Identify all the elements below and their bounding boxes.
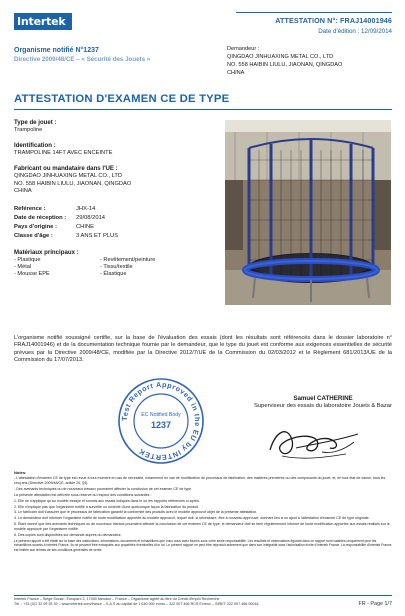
- material-item: - Tissu/textile: [100, 264, 133, 271]
- stamp-center-number: 1237: [150, 420, 172, 430]
- stamp-center-label: EC Notified Body: [141, 412, 181, 418]
- trampoline-photo-illustration: [225, 120, 391, 305]
- note-item: La présente attestation est délivrée sous réserve du respect des conditions suivantes :: [14, 493, 152, 497]
- note-item: 6. Des copies sont disponibles sur demande auprès du demandeur.: [14, 532, 122, 537]
- notes-section: [14, 470, 392, 553]
- notified-body-title: Organisme notifié N°1237: [14, 47, 99, 54]
- note-item: 1. Elle ne s'applique qu'au modèle essayé et soumis aux essais indiqués dans le ou les rapports référencés ci-après.: [14, 498, 200, 503]
- material-item: - Plastique: [14, 257, 41, 264]
- product-photo: [225, 120, 391, 305]
- reference-value: JHX-14: [76, 206, 96, 213]
- document-title: ATTESTATION D'EXAMEN CE DE TYPE: [14, 93, 230, 105]
- certification-paragraph: L'organisme notifié soussigné certifie, sur la base de l'évaluation des essais (dont les résultats sont référencés dans le dossier laboratoire n° FRAJ14001946) et de la documentation technique fournie par le demandeur, que le type du jouet est conforme aux exigences essentielles de sécurité prévues par la Directive 2009/48/CE, modifiée par la Directive 2012/7/UE de la Commission du 02/03/2012 et le Règlement 681/2013/UE de la Commission du 17/07/2013.: [14, 335, 392, 364]
- directive-subtitle: Directive 2009/48/CE – « Sécurité des Jouets »: [14, 56, 151, 63]
- reception-value: 29/08/2014: [76, 215, 106, 222]
- footer-line: Intertek France – Siège Social : Europarc 2, 17400 Meudon – France – Organisme agréé au titre du Crédit d'Impôt Recherche: [14, 597, 220, 601]
- stamp-ring-text: Test Report Approved in the EU by INTERTEK: [119, 379, 203, 463]
- origin-value: CHINE: [76, 224, 95, 231]
- reception-label: Date de réception :: [14, 215, 67, 222]
- reference-table: [14, 205, 212, 241]
- edition-date: Date d'édition : 12/09/2014: [318, 28, 392, 35]
- identification-label: Identification :: [14, 142, 56, 150]
- identification-block: [14, 142, 212, 157]
- materials-list: [14, 257, 212, 278]
- reference-row: [14, 205, 212, 214]
- manufacturer-line: QINGDAO JINHUAXING METAL CO., LTD: [14, 173, 122, 180]
- legal-disclaimer: Le présent rapport a été établi sur la base des instructions, informations, documents et échantillons que vous nous avez fournis sous votre seule responsabilité. Les résultats et observations figurant dans ce rapport sont valables uniquement pour les échantillons soumis à Intertek France. Ils ne peuvent être extrapolés aux propriétés éventuelles d'un lot. Le présent rapport ne peut être reproduit autrement que dans son intégralité sans l'autorisation écrite d'Intertek France. La responsabilité d'Intertek France est limitée aux termes de ses conditions générales de vente.: [14, 538, 392, 552]
- toy-type-block: [14, 119, 212, 134]
- toy-details: [14, 119, 212, 286]
- note-item: 3. Le fabricant doit s'assurer que le processus de fabrication garantit la conformité des produits avec le modèle approuvé objet de la présente attestation.: [14, 510, 258, 515]
- reception-row: [14, 214, 212, 223]
- applicant-line: NO. 558 HAIBIN LIULU, JIAONAN, QINGDAO: [227, 62, 343, 68]
- signatory-role: Superviseur des essais du laboratoire Jouets & Bazar: [254, 403, 392, 409]
- manufacturer-block: [14, 165, 212, 195]
- note-item: 5. Étant donné que des avenants techniques ou de nouveaux travaux pourraient affecter la conclusion de cet examen CE de type, le demandeur doit se tenir régulièrement informé de toute modification apportée aux essais réalisés sur le modèle approuvé par l'organisme notifié.: [14, 521, 390, 532]
- notified-body-stamp: [116, 376, 206, 466]
- title-divider: [14, 109, 392, 110]
- toy-type-label: Type de jouet :: [14, 119, 57, 126]
- materials-label: Matériaux principaux :: [14, 249, 79, 257]
- manufacturer-line: CHINA: [14, 187, 32, 194]
- attestation-number: ATTESTATION N°: FRAJ14001946: [275, 16, 392, 25]
- age-label: Classe d'âge :: [14, 233, 53, 240]
- identification-value: TRAMPOLINE 14FT AVEC ENCEINTE: [14, 150, 113, 157]
- origin-row: [14, 223, 212, 232]
- applicant-line: QINGDAO JINHUAXING METAL CO., LTD: [227, 54, 334, 60]
- material-item: - Métal: [14, 264, 32, 271]
- applicant-block: [227, 45, 397, 77]
- applicant-line: CHINA: [227, 70, 245, 76]
- age-row: [14, 232, 212, 241]
- page-number: FR - Page 1/7: [358, 601, 392, 607]
- note-item: - Des avenants techniques ou de nouveaux travaux pourraient affecter la conclusion de cet examen CE de type.: [14, 487, 193, 492]
- material-item: - Mousse EPE: [14, 271, 50, 278]
- notified-body-info: [14, 47, 204, 63]
- note-item: 2. Elle n'implique pas que l'organisme notifié a surveillé ou contrôlé d'une quelconque façon la fabrication du produit.: [14, 504, 200, 509]
- footer-line: Tél. : +33 (0)1 32 09 35 39 – www.intertek.com/france – S.A.S au capital de 1 640 000 euros – 322 007 466 RCS Evreux – SIRET 322 007 466 00044: [14, 602, 259, 606]
- company-footer: [14, 597, 344, 607]
- material-item: - Élastique: [100, 271, 127, 278]
- intertek-logo: [14, 13, 72, 30]
- applicant-label: Demandeur :: [227, 46, 260, 52]
- reference-label: Référence :: [14, 206, 46, 213]
- note-item: - L'attestation d'examen CE de type est revue à tout moment en cas de nécessité, notamment en cas de modification du processus de fabrication, des matières premières ou des composants du jouet, et, en tout état de cause, tous les cinq ans (Directive 2009/48/CE, article 20, §4).: [14, 476, 386, 486]
- toy-type-value: Trampoline: [14, 127, 43, 133]
- origin-label: Pays d'origine :: [14, 224, 57, 231]
- logo-text: Intertek: [17, 15, 66, 28]
- manufacturer-line: NO. 558 HAIBIN LIULU, JIAONAN, QINGDAO: [14, 180, 132, 187]
- note-item: 4. Le demandeur doit informer l'organisme notifié de toute modification apportée au modèle approuvé, lequel doit, si nécessaire, être à nouveau approuvé, donnant lieu à un ajout à l'attestation d'examen CE de type originale.: [14, 516, 370, 521]
- materials-block: [14, 249, 212, 278]
- handwritten-signature: [262, 420, 366, 464]
- attestation-header: [236, 12, 392, 35]
- signatory-name: Samuel CATHERINE: [293, 395, 353, 402]
- footer-divider: [14, 595, 392, 596]
- signatory-block: [252, 395, 394, 409]
- material-item: - Revêtement/peinture: [100, 257, 156, 264]
- age-value: 3 ANS ET PLUS: [76, 233, 119, 240]
- manufacturer-label: Fabricant ou mandataire dans l'UE :: [14, 165, 118, 173]
- notes-title: Notes:: [14, 470, 27, 475]
